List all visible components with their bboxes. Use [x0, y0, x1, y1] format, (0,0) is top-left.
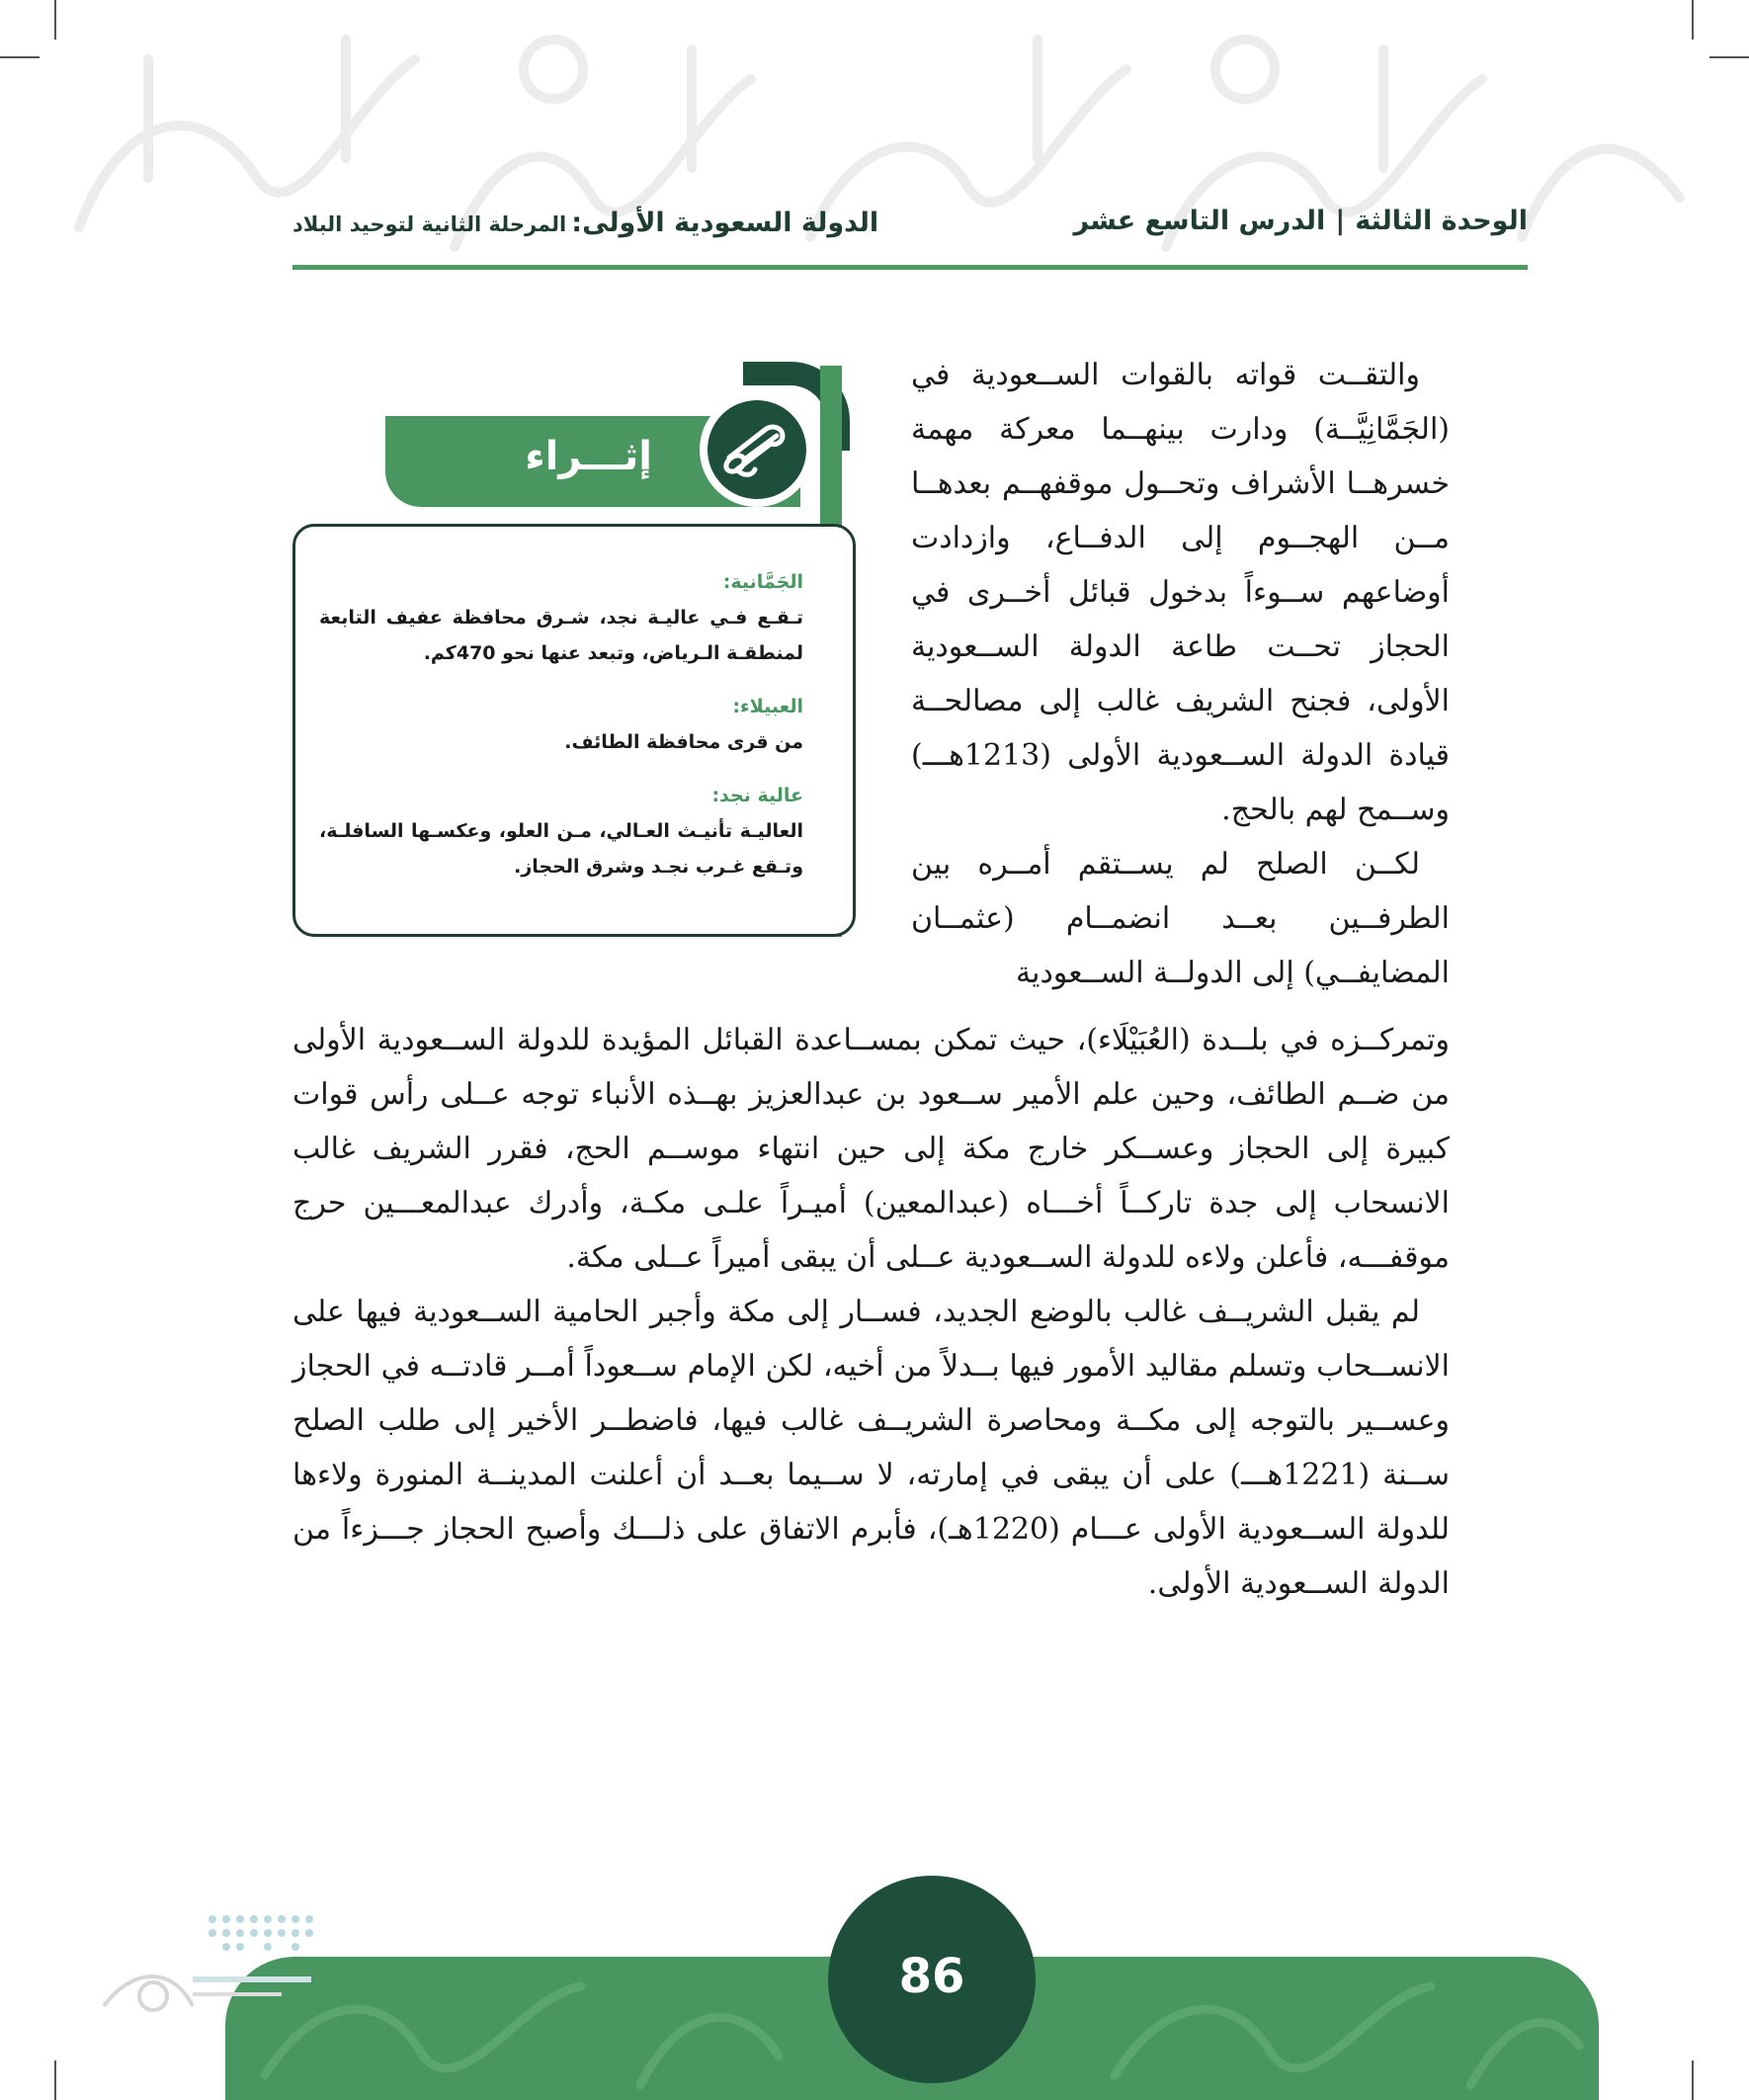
paragraph: لم يقبل الشريــف غالب بالوضع الجديد، فســار إلى مكة وأجبر الحامية الســعودية فيها على الانســحاب وتسلم مقاليد الأمور فيها بــدلاً من أخيه، لكن الإمام ســعوداً أمــر قادتــه في الحجاز وعســير بالتوجه إلى مكــة ومحاصرة الشريــف غالب فيها، فاضطــر الأخير إلى طلب الصلح ســنة (1221هـــ) على أن يبقى في إمارته، لا ســيما بعــد أن أعلنت المدينــة المنورة ولاءها للدولة الســعودية الأولى عـــام (1220هـ)، فأبرم الاتفاق على ذلـــك وأصبح الحجاز جـــزءاً من الدولة الســعودية الأولى. [292, 1295, 1450, 1601]
crop-mark [0, 56, 40, 58]
ministry-logo [94, 1897, 331, 2046]
scroll-icon [708, 400, 806, 499]
enrichment-entries [319, 568, 803, 906]
paragraph-continuation: وتمركــزه في بلــدة (العُبَيْلَاء)، حيث تمكن بمســاعدة القبائل المؤيدة للدولة الســعودية الأولى من ضــم الطائف، وحين علم الأمير ســعود بن عبدالعزيز بهــذه الأنباء توجه عــلى رأس قوات كبيرة إلى الحجاز وعســكر خارج مكة إلى حين انتهاء موســم الحج، فقرر الشريف غالب الانسحاب إلى جدة تاركــاً أخـــاه (عبدالمعين) أميـراً علـى مكـة، وأدرك عبدالمعـــين حرج موقفـــه، فأعلن ولاءه للدولة الســعودية عــلى أن يبقى أميراً عــلى مكة. [292, 1023, 1450, 1275]
calligraphy-background [0, 0, 1749, 326]
glossary-term: الجَمَّانية: [722, 571, 803, 593]
body-full-width [292, 1013, 1450, 1611]
page-header [292, 206, 1528, 267]
glossary-term: العبيلاء: [732, 696, 803, 717]
glossary-definition: من قرى محافظة الطائف. [564, 731, 803, 753]
lesson-topic: الدولة السعودية الأولى: [571, 208, 879, 238]
crop-mark [1709, 56, 1749, 58]
body-column [911, 348, 1450, 990]
glossary-definition: العاليـة تأنيـث العـالي، مـن العلو، وعكسـها السافلـة، وتـقع غـرب نجـد وشرق الحجاز. [319, 820, 803, 878]
lesson-subtopic: المرحلة الثانية لتوحيد البلاد [292, 212, 567, 236]
glossary-definition: تـقـع فـي عاليـة نجد، شـرق محافظة عفيف التابعة لمنطقـة الـرياض، وتبعد عنها نحو 470كم. [319, 607, 803, 664]
unit-title: الوحدة الثالثة [1355, 206, 1528, 236]
header-title [292, 208, 878, 238]
enrichment-box [292, 524, 856, 937]
header-divider [292, 265, 1528, 270]
header-separator: | [1335, 206, 1346, 236]
crop-mark [54, 0, 56, 40]
paragraph: والتقــت قواته بالقوات الســعودية في (الجَمَّانِيَّــة) ودارت بينهــما معركة مهمة خسرهــا الأشراف وتحــول موقفهــم بعدهــا مــن الهجــوم إلى الدفــاع، وازدادت أوضاعهم ســوءاً بدخول قبائل أخــرى في الحجاز تحــت طاعة الدولة الســعودية الأولى، فجنح الشريف غالب إلى مصالحــة قيادة الدولة الســعودية الأولى (1213هـــ) وســمح لهم بالحج. [911, 358, 1450, 827]
crop-mark [1692, 2060, 1694, 2100]
paragraph-start: لكــن الصلح لم يســتقم أمــره بين الطرفــين بعــد انضمــام (عثمــان المضايفــي) إلى الدولــة الســعودية [911, 847, 1450, 990]
header-unit-lesson [1073, 206, 1528, 236]
page-number: 86 [898, 1949, 965, 2004]
glossary-term: عالية نجد: [711, 785, 803, 806]
page-number-circle [828, 1876, 1036, 2083]
enrichment-label: إثـــراء [525, 434, 652, 479]
crop-mark [54, 2060, 56, 2100]
enrichment-badge [700, 392, 814, 507]
crop-mark [1692, 0, 1694, 40]
lesson-title: الدرس التاسع عشر [1073, 206, 1326, 236]
